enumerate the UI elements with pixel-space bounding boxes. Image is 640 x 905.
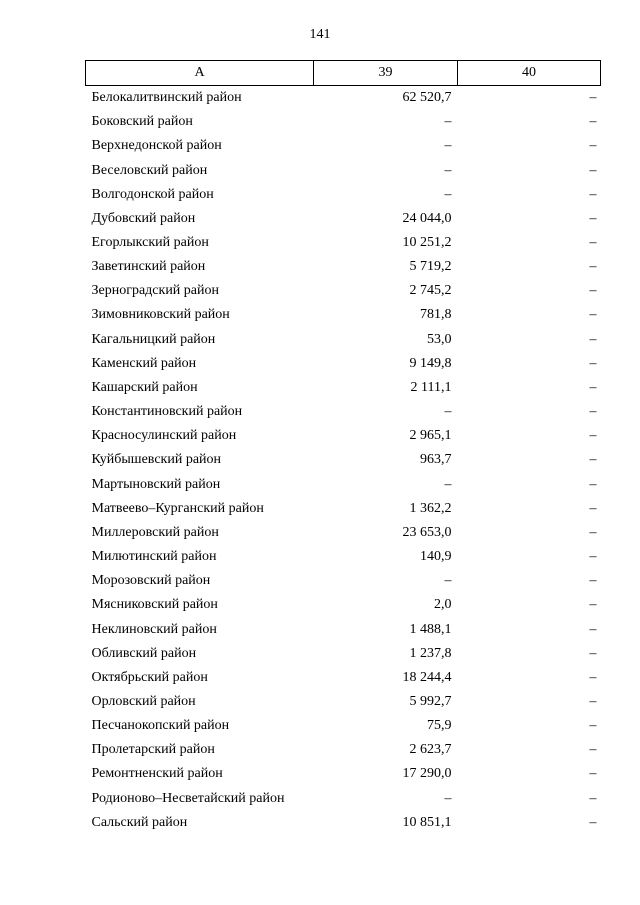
row-name-cell: Константиновский район	[91, 404, 243, 420]
table-body	[86, 86, 601, 835]
table-row	[86, 424, 601, 448]
row-value-40-cell: –	[589, 645, 597, 661]
row-value-39-cell: –	[444, 162, 452, 178]
row-value-39-cell: 5 992,7	[409, 693, 452, 709]
row-name-cell: Заветинский район	[91, 259, 206, 275]
row-value-40-cell: –	[589, 162, 597, 178]
row-name-cell: Веселовский район	[91, 162, 208, 178]
row-name-cell: Пролетарский район	[91, 742, 215, 758]
row-value-40-cell: –	[589, 476, 597, 492]
table-row	[86, 448, 601, 472]
row-value-40-cell: –	[589, 235, 597, 251]
row-value-39-cell: 2,0	[434, 597, 452, 613]
table-row	[86, 158, 601, 182]
row-value-40-cell: –	[589, 379, 597, 395]
row-name-cell: Матвеево–Курганский район	[91, 500, 264, 516]
row-name-cell: Мясниковский район	[91, 597, 218, 613]
row-value-40-cell: –	[589, 790, 597, 806]
table-row	[86, 617, 601, 641]
table-row	[86, 811, 601, 835]
row-name-cell: Белокалитвинский район	[91, 90, 242, 106]
table-row	[86, 690, 601, 714]
row-value-39-cell: 1 488,1	[409, 621, 452, 637]
table-row	[86, 762, 601, 786]
table-row	[86, 183, 601, 207]
row-value-39-cell: 24 044,0	[402, 210, 452, 226]
row-value-40-cell: –	[589, 524, 597, 540]
row-name-cell: Обливский район	[91, 645, 197, 661]
table-row	[86, 497, 601, 521]
row-value-39-cell: 62 520,7	[402, 90, 452, 106]
row-value-39-cell: 140,9	[420, 549, 452, 565]
row-value-39-cell: 5 719,2	[409, 259, 452, 275]
table-header	[86, 61, 601, 86]
row-value-39-cell: 1 362,2	[409, 500, 452, 516]
table-row	[86, 110, 601, 134]
table-row	[86, 207, 601, 231]
table-row	[86, 400, 601, 424]
row-name-cell: Волгодонской район	[91, 186, 214, 202]
table-row	[86, 255, 601, 279]
row-name-cell: Красносулинский район	[91, 428, 237, 444]
row-value-40-cell: –	[589, 500, 597, 516]
row-value-40-cell: –	[589, 259, 597, 275]
row-value-40-cell: –	[589, 549, 597, 565]
row-value-40-cell: –	[589, 283, 597, 299]
row-value-39-cell: 23 653,0	[402, 524, 452, 540]
row-value-39-cell: 18 244,4	[402, 669, 452, 685]
row-value-39-cell: 9 149,8	[409, 355, 452, 371]
row-name-cell: Морозовский район	[91, 573, 211, 589]
row-name-cell: Мартыновский район	[91, 476, 221, 492]
table-row	[86, 303, 601, 327]
row-value-40-cell: –	[589, 621, 597, 637]
row-value-40-cell: –	[589, 210, 597, 226]
row-value-39-cell: 2 965,1	[409, 428, 452, 444]
table-row	[86, 642, 601, 666]
row-value-39-cell: 1 237,8	[409, 645, 452, 661]
table-row	[86, 352, 601, 376]
table-row	[86, 86, 601, 111]
row-name-cell: Кашарский район	[91, 379, 198, 395]
page-number: 141	[309, 27, 331, 42]
row-value-39-cell: –	[444, 404, 452, 420]
row-value-40-cell: –	[589, 693, 597, 709]
table-row	[86, 521, 601, 545]
table-row	[86, 545, 601, 569]
row-name-cell: Неклиновский район	[91, 621, 217, 637]
row-value-39-cell: 2 745,2	[409, 283, 452, 299]
row-value-40-cell: –	[589, 331, 597, 347]
row-name-cell: Ремонтненский район	[91, 766, 223, 782]
table-row	[86, 134, 601, 158]
row-name-cell: Октябрьский район	[91, 669, 208, 685]
row-name-cell: Егорлыкский район	[91, 235, 209, 251]
row-value-40-cell: –	[589, 742, 597, 758]
row-value-40-cell: –	[589, 428, 597, 444]
row-value-39-cell: 10 851,1	[402, 814, 452, 830]
table-row	[86, 279, 601, 303]
row-value-40-cell: –	[589, 90, 597, 106]
row-value-39-cell: 2 111,1	[410, 379, 452, 395]
row-value-40-cell: –	[589, 307, 597, 323]
row-name-cell: Кагальницкий район	[91, 331, 216, 347]
row-value-40-cell: –	[589, 597, 597, 613]
row-value-39-cell: –	[444, 790, 452, 806]
row-value-40-cell: –	[589, 452, 597, 468]
table-row	[86, 787, 601, 811]
column-header-a: A	[86, 61, 314, 86]
table-row	[86, 376, 601, 400]
row-value-40-cell: –	[589, 138, 597, 154]
row-value-39-cell: –	[444, 476, 452, 492]
column-header-39: 39	[314, 61, 458, 86]
row-value-40-cell: –	[589, 814, 597, 830]
row-name-cell: Миллеровский район	[91, 524, 219, 540]
row-name-cell: Зерноградский район	[91, 283, 219, 299]
table-row	[86, 328, 601, 352]
table-row	[86, 593, 601, 617]
row-name-cell: Орловский район	[91, 693, 196, 709]
column-header-40: 40	[458, 61, 601, 86]
table-row	[86, 569, 601, 593]
row-value-39-cell: 963,7	[420, 452, 452, 468]
row-value-39-cell: –	[444, 138, 452, 154]
row-value-39-cell: 10 251,2	[402, 235, 452, 251]
row-name-cell: Милютинский район	[91, 549, 217, 565]
row-value-39-cell: 781,8	[420, 307, 452, 323]
row-value-40-cell: –	[589, 404, 597, 420]
row-name-cell: Родионово–Несветайский район	[91, 790, 285, 806]
row-value-40-cell: –	[589, 186, 597, 202]
row-value-39-cell: –	[444, 186, 452, 202]
row-name-cell: Песчанокопский район	[91, 718, 230, 734]
row-name-cell: Дубовский район	[91, 210, 196, 226]
row-value-39-cell: –	[444, 114, 452, 130]
row-name-cell: Сальский район	[91, 814, 188, 830]
row-value-40-cell: –	[589, 355, 597, 371]
row-value-40-cell: –	[589, 573, 597, 589]
data-table	[85, 60, 601, 835]
table-row	[86, 231, 601, 255]
table-row	[86, 738, 601, 762]
row-name-cell: Куйбышевский район	[91, 452, 222, 468]
row-name-cell: Боковский район	[91, 114, 193, 130]
row-name-cell: Каменский район	[91, 355, 197, 371]
row-value-40-cell: –	[589, 114, 597, 130]
row-name-cell: Зимовниковский район	[91, 307, 230, 323]
row-name-cell: Верхнедонской район	[91, 138, 222, 154]
row-value-39-cell: 2 623,7	[409, 742, 452, 758]
table-row	[86, 473, 601, 497]
row-value-39-cell: –	[444, 573, 452, 589]
row-value-40-cell: –	[589, 669, 597, 685]
table-row	[86, 666, 601, 690]
row-value-39-cell: 53,0	[427, 331, 452, 347]
row-value-39-cell: 17 290,0	[402, 766, 452, 782]
row-value-40-cell: –	[589, 766, 597, 782]
row-value-39-cell: 75,9	[427, 718, 452, 734]
row-value-40-cell: –	[589, 718, 597, 734]
table-row	[86, 714, 601, 738]
